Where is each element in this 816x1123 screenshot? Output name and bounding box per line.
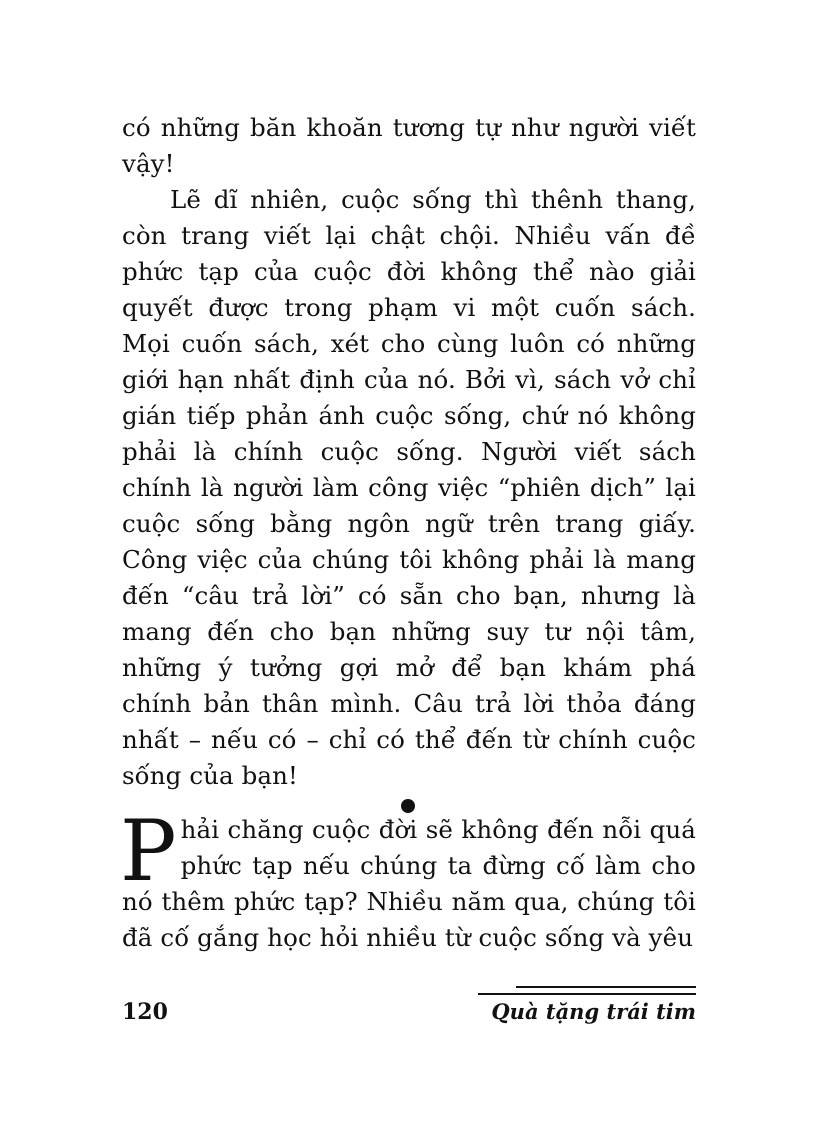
paragraph-continuation: có những băn khoăn tương tự như người viết vậy!: [122, 113, 696, 178]
footer-rule-bottom: [478, 993, 696, 995]
text-block-top: [122, 110, 696, 794]
paragraph-main: Lẽ dĩ nhiên, cuộc sống thì thênh thang, còn trang viết lại chật chội. Nhiều vấn đề phức tạp của cuộc đời không thể nào giải quyết được trong phạm vi một cuốn sách. Mọi cuốn sách, xét cho cùng luôn có những giới hạn nhất định của nó. Bởi vì, sách vở chỉ gián tiếp phản ánh cuộc sống, chứ nó không phải là chính cuộc sống. Người viết sách chính là người làm công việc “phiên dịch” lại cuộc sống bằng ngôn ngữ trên trang giấy. Công việc của chúng tôi không phải là mang đến “câu trả lời” có sẵn cho bạn, nhưng là mang đến cho bạn những suy tư nội tâm, những ý tưởng gợi mở để bạn khám phá chính bản thân mình. Câu trả lời thỏa đáng nhất – nếu có – chỉ có thể đến từ chính cuộc sống của bạn!: [122, 185, 696, 790]
page-number: 120: [122, 999, 168, 1025]
paragraph-new-section: [120, 802, 696, 956]
section-separator-dot: [401, 799, 415, 813]
text-block-bottom: [120, 802, 696, 956]
drop-cap-letter: P: [120, 802, 177, 900]
paragraph-new-section-text: hải chăng cuộc đời sẽ không đến nỗi quá phức tạp nếu chúng ta đừng cố làm cho nó thêm phức tạp? Nhiều năm qua, chúng tôi đã cố gắng học hỏi nhiều từ cuộc sống và yêu: [122, 815, 696, 952]
running-footer-title: Quà tặng trái tim: [491, 999, 696, 1024]
footer-rule-top: [516, 986, 696, 988]
